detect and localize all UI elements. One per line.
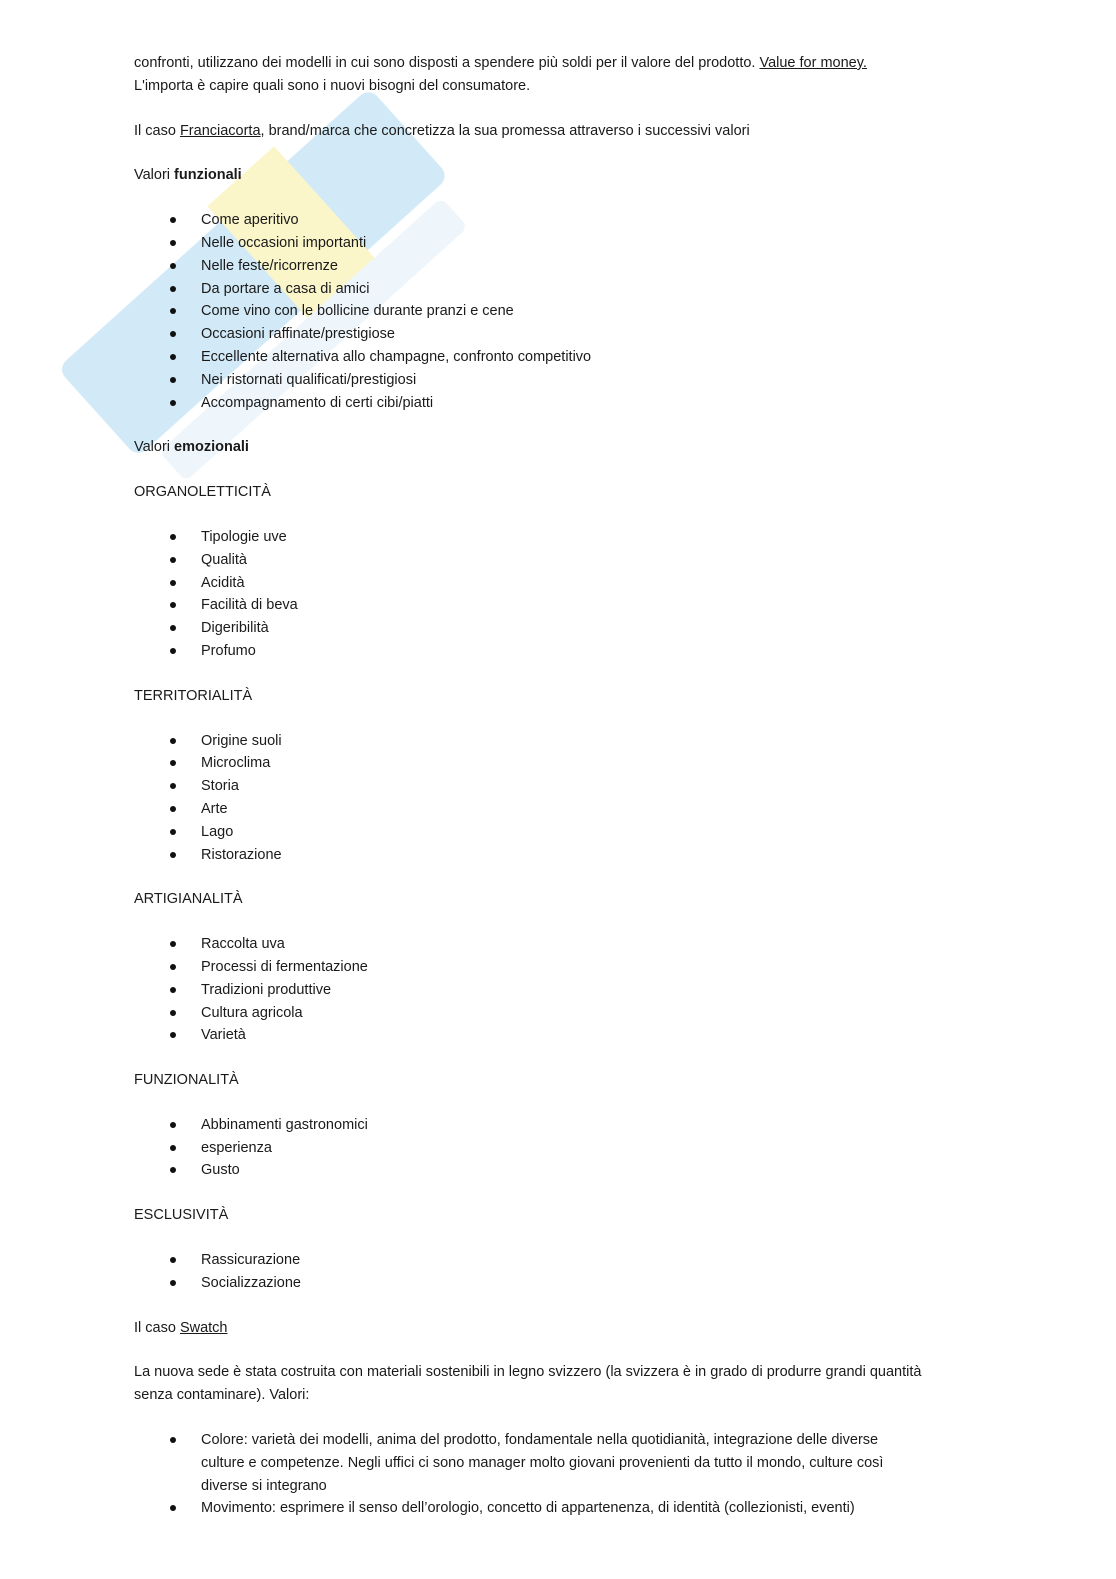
funzionalita-list [134,1114,994,1182]
valori-emozionali-heading: Valori emozionali [134,439,249,456]
list-item: Come vino con le bollicine durante pranzi e cene [134,300,994,323]
list-item: Occasioni raffinate/prestigiose [134,323,994,346]
list-item: Colore: varietà dei modelli, anima del prodotto, fondamentale nella quotidianità, integrazione delle diverse culture e competenze. Negli uffici ci sono manager molto giovani provenienti da tutto il mondo, culture così diverse si integrano [134,1429,994,1497]
list-item: Tradizioni produttive [134,979,994,1002]
list-item: Ristorazione [134,844,994,867]
artigianalita-heading: ARTIGIANALITÀ [134,891,243,908]
funzionalita-heading: FUNZIONALITÀ [134,1072,239,1089]
value-for-money-link[interactable]: Value for money. [759,55,867,71]
list-item: Abbinamenti gastronomici [134,1114,994,1137]
esclusivita-heading: ESCLUSIVITÀ [134,1207,229,1224]
list-item: Microclima [134,752,994,775]
intro-line-2: L'importa è capire quali sono i nuovi bisogni del consumatore. [134,77,531,94]
esclusivita-list [134,1249,994,1295]
list-item: Nelle feste/ricorrenze [134,255,994,278]
artigianalita-list [134,933,994,1047]
list-item: Tipologie uve [134,526,994,549]
territorialita-heading: TERRITORIALITÀ [134,687,253,704]
intro-line-1: confronti, utilizzano dei modelli in cui sono disposti a spendere più soldi per il valore del prodotto. Value for money. [134,55,867,71]
list-item: Movimento: esprimere il senso dell’orologio, concetto di appartenenza, di identità (collezionisti, eventi) [134,1497,994,1520]
swatch-paragraph-line-1: La nuova sede è stata costruita con materiali sostenibili in legno svizzero (la svizzera è in grado di produrre grandi quantità [134,1364,922,1381]
list-item: Nei ristornati qualificati/prestigiosi [134,369,994,392]
franciacorta-link[interactable]: Franciacorta [179,122,261,139]
swatch-link[interactable]: Swatch [179,1319,228,1336]
list-item: esperienza [134,1137,994,1160]
list-item: Processi di fermentazione [134,956,994,979]
list-item: Facilità di beva [134,594,994,617]
list-item: Profumo [134,640,994,663]
list-item: Arte [134,798,994,821]
list-item: Digeribilità [134,617,994,640]
list-item: Varietà [134,1024,994,1047]
swatch-paragraph-line-2: senza contaminare). Valori: [134,1387,310,1404]
list-item: Nelle occasioni importanti [134,232,994,255]
list-item: Origine suoli [134,730,994,753]
swatch-heading: Il caso Swatch [134,1319,228,1336]
list-item: Raccolta uva [134,933,994,956]
list-item: Eccellente alternativa allo champagne, confronto competitivo [134,346,994,369]
list-item: Qualità [134,549,994,572]
list-item: Cultura agricola [134,1002,994,1025]
list-item: Lago [134,821,994,844]
funzionali-list [134,209,994,414]
document-page [134,52,994,1520]
organoletticita-heading: ORGANOLETTICITÀ [134,484,271,501]
valori-funzionali-heading: Valori funzionali [134,167,242,184]
organoletticita-list [134,526,994,663]
list-item: Accompagnamento di certi cibi/piatti [134,392,994,415]
list-item: Gusto [134,1159,994,1182]
swatch-list [134,1429,994,1520]
franciacorta-heading: Il caso Franciacorta, brand/marca che concretizza la sua promessa attraverso i successivi valori [134,122,750,139]
list-item: Socializzazione [134,1272,994,1295]
list-item: Storia [134,775,994,798]
list-item: Come aperitivo [134,209,994,232]
list-item: Acidità [134,572,994,595]
territorialita-list [134,730,994,867]
list-item: Rassicurazione [134,1249,994,1272]
list-item: Da portare a casa di amici [134,278,994,301]
